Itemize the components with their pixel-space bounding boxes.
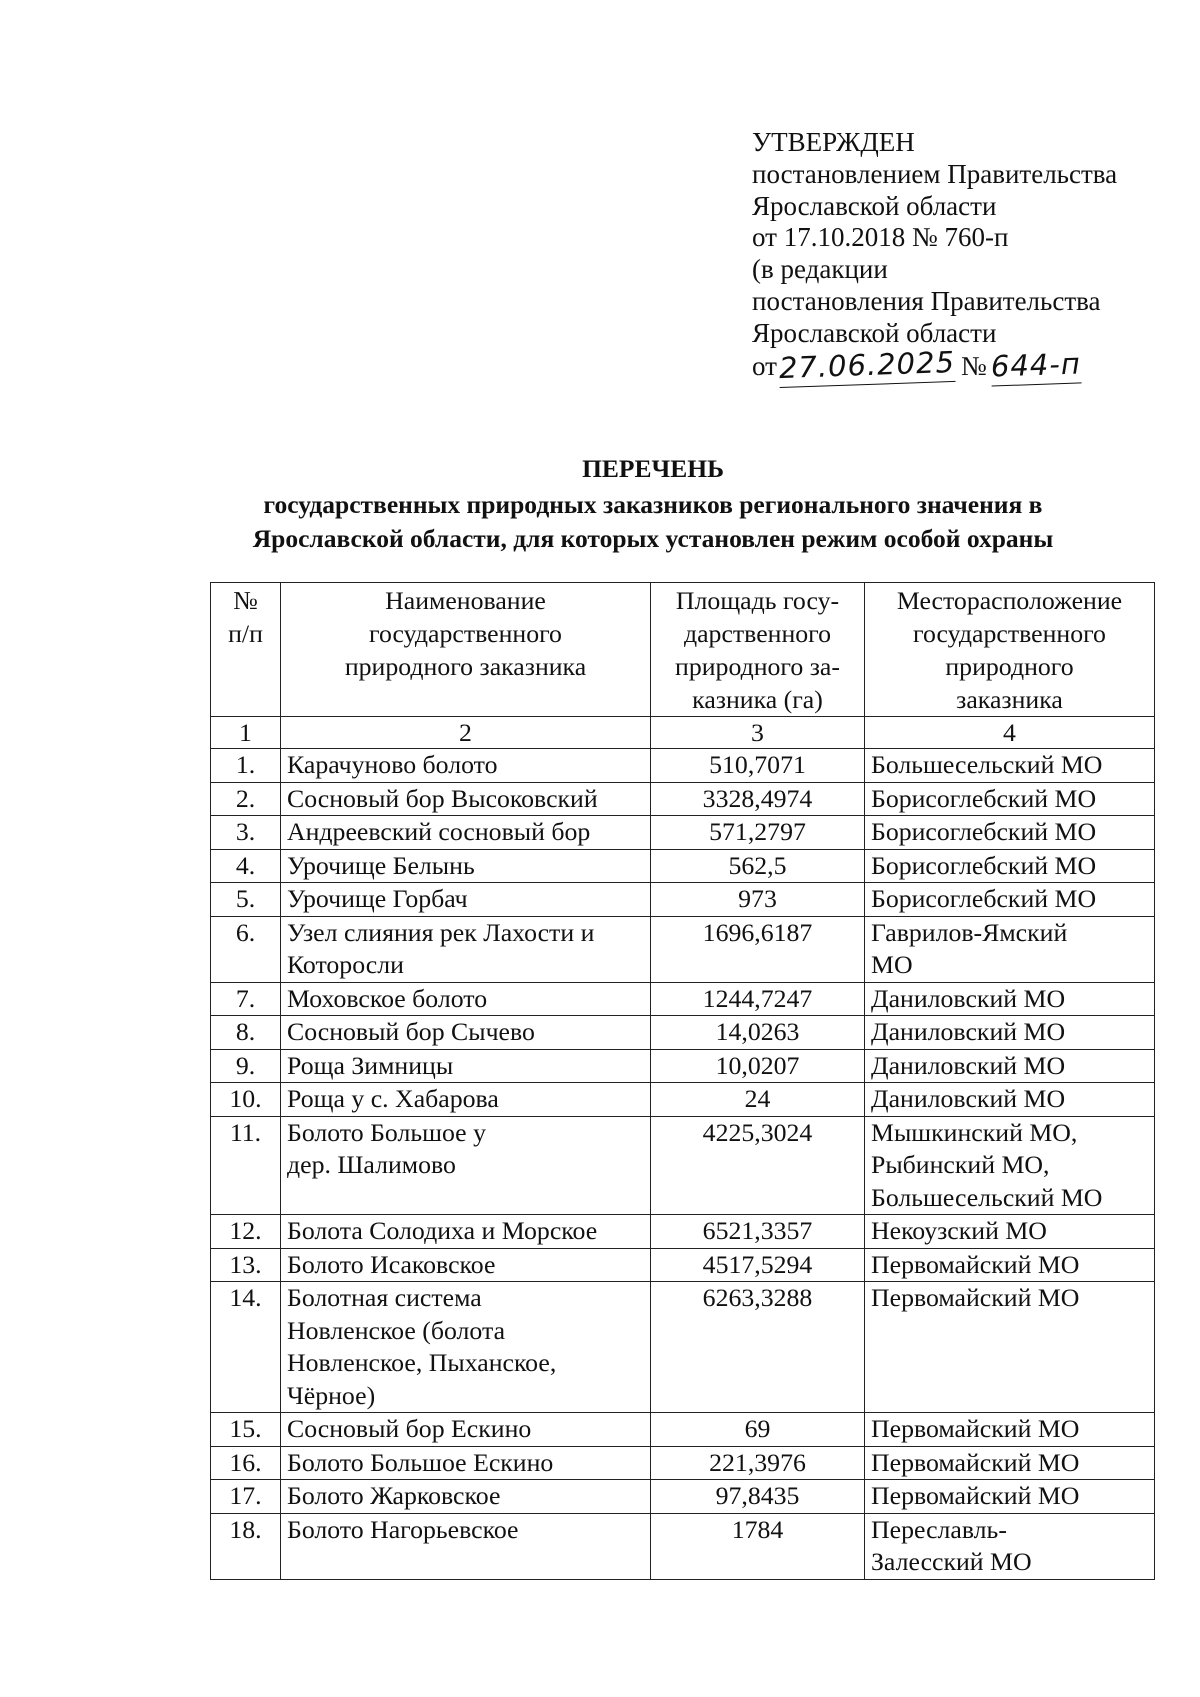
header-location (865, 583, 1155, 717)
reserve-location (865, 1049, 1155, 1083)
reserve-area: 6521,3357 (651, 1215, 865, 1249)
reserve-name-line: Чёрное) (287, 1380, 376, 1410)
reserve-name (281, 1083, 651, 1117)
approval-line: постановления Правительства (752, 285, 1101, 316)
reserve-location (865, 749, 1155, 783)
reserve-area: 69 (651, 1413, 865, 1447)
table-row (211, 1513, 1155, 1579)
reserve-name-line: Болото Исаковское (287, 1249, 496, 1279)
reserve-name-line: Узел слияния рек Лахости и (287, 917, 595, 947)
table-row (211, 816, 1155, 850)
reserve-name-line: Андреевский сосновый бор (287, 817, 591, 846)
reserve-name-line: Болото Большое у (287, 1117, 486, 1147)
table-row (211, 1446, 1155, 1480)
approval-heading: УТВЕРЖДЕН (752, 127, 915, 157)
row-number: 9. (211, 1049, 281, 1083)
header-text: Площадь госу- (675, 586, 840, 615)
header-text: п/п (228, 619, 263, 648)
header-area (651, 583, 865, 717)
header-text: дарственного (683, 619, 832, 648)
reserve-location-line: Даниловский МО (871, 983, 1066, 1013)
row-number: 13. (211, 1248, 281, 1282)
reserve-name-line: Урочище Белынь (287, 850, 475, 880)
reserve-location-line: Мышкинский МО, (871, 1117, 1078, 1147)
table-row (211, 1016, 1155, 1050)
reserve-name-line: Болотная система (287, 1283, 482, 1312)
reserve-name-line: Которосли (287, 950, 404, 979)
header-text: № (233, 586, 258, 615)
reserve-name (281, 816, 651, 850)
reserve-location-line: Переславль- (871, 1514, 1007, 1544)
header-name (281, 583, 651, 717)
reserve-area: 4225,3024 (651, 1116, 865, 1215)
reserve-name (281, 883, 651, 917)
row-number: 15. (211, 1413, 281, 1447)
table-row (211, 749, 1155, 783)
reserve-location-line: Большесельский МО (871, 750, 1103, 779)
reserve-location (865, 1513, 1155, 1579)
table-row (211, 982, 1155, 1016)
row-number: 2. (211, 782, 281, 816)
reserve-name-line: Болото Жарковское (287, 1481, 501, 1510)
reserve-area: 1784 (651, 1513, 865, 1579)
header-number (211, 583, 281, 717)
reserve-location-line: Гаврилов-Ямский (871, 917, 1068, 947)
header-text: государственного (913, 619, 1106, 648)
number-sign: № (961, 350, 987, 381)
reserve-name (281, 1248, 651, 1282)
reserve-location-line: Даниловский МО (871, 1084, 1066, 1113)
reserve-location (865, 816, 1155, 850)
reserve-area: 10,0207 (651, 1049, 865, 1083)
table-header-row (211, 583, 1155, 717)
reserve-location-line: Даниловский МО (871, 1017, 1066, 1046)
reserve-name (281, 749, 651, 783)
reserve-area: 4517,5294 (651, 1248, 865, 1282)
row-number: 4. (211, 849, 281, 883)
reserve-location-line: Большесельский МО (871, 1182, 1103, 1212)
reserve-name (281, 1446, 651, 1480)
reserve-area: 562,5 (651, 849, 865, 883)
reserve-location-line: Рыбинский МО, (871, 1150, 1050, 1179)
table-row (211, 1282, 1155, 1413)
reserve-name-line: Сосновый бор Сычево (287, 1017, 535, 1046)
approval-line: Ярославской области (752, 190, 997, 221)
reserve-area: 571,2797 (651, 816, 865, 850)
reserve-name (281, 1282, 651, 1413)
reserve-location-line: Первомайский МО (871, 1283, 1080, 1312)
reserve-name-line: Моховское болото (287, 983, 488, 1013)
row-number: 5. (211, 883, 281, 917)
reserve-name-line: дер. Шалимово (287, 1150, 456, 1179)
reserve-name-line: Новленское, Пыханское, (287, 1348, 557, 1377)
reserve-location-line: Борисоглебский МО (871, 884, 1097, 913)
row-number: 14. (211, 1282, 281, 1413)
row-number: 7. (211, 982, 281, 1016)
header-text: природного (945, 652, 1074, 681)
table-row (211, 916, 1155, 982)
reserve-name (281, 982, 651, 1016)
table-row (211, 1083, 1155, 1117)
header-text: Наименование (385, 586, 546, 615)
reserve-location-line: МО (871, 950, 913, 979)
reserve-name-line: Болото Нагорьевское (287, 1514, 519, 1544)
table-row (211, 1215, 1155, 1249)
column-number: 3 (651, 717, 865, 749)
reserve-location (865, 1215, 1155, 1249)
row-number: 17. (211, 1480, 281, 1514)
reserve-location-line: Первомайский МО (871, 1414, 1080, 1443)
handwritten-number: 644-п (990, 348, 1081, 386)
reserve-location (865, 1083, 1155, 1117)
table-row (211, 1248, 1155, 1282)
reserve-location-line: Некоузский МО (871, 1216, 1047, 1245)
reserve-area: 1244,7247 (651, 982, 865, 1016)
reserve-area: 6263,3288 (651, 1282, 865, 1413)
reserve-area: 1696,6187 (651, 916, 865, 982)
approval-line: Ярославской области (752, 317, 997, 348)
reserve-location-line: Первомайский МО (871, 1481, 1080, 1510)
reserve-name (281, 849, 651, 883)
table-row (211, 782, 1155, 816)
from-label: от (752, 350, 777, 381)
table-row (211, 1413, 1155, 1447)
handwritten-date: 27.06.2025 (778, 347, 955, 388)
header-text: заказника (956, 685, 1063, 714)
reserves-table (210, 582, 1155, 1580)
reserve-area: 14,0263 (651, 1016, 865, 1050)
reserve-location-line: Борисоглебский МО (871, 850, 1097, 880)
reserve-name (281, 1049, 651, 1083)
header-text: казника (га) (692, 685, 823, 714)
row-number: 6. (211, 916, 281, 982)
header-text: государственного (369, 619, 562, 648)
reserve-name (281, 1480, 651, 1514)
approval-date-line (752, 344, 1117, 385)
reserve-location (865, 782, 1155, 816)
reserve-location (865, 1016, 1155, 1050)
reserve-location (865, 1413, 1155, 1447)
document-subtitle-line-2: Ярославской области, для которых установлен режим особой охраны (252, 524, 1054, 553)
reserve-location (865, 1282, 1155, 1413)
reserve-name (281, 916, 651, 982)
table-body (211, 749, 1155, 1580)
reserve-area: 24 (651, 1083, 865, 1117)
reserve-name-line: Новленское (болота (287, 1315, 506, 1345)
reserve-area: 973 (651, 883, 865, 917)
row-number: 12. (211, 1215, 281, 1249)
reserve-location (865, 1446, 1155, 1480)
table-row (211, 849, 1155, 883)
reserve-name-line: Роща у с. Хабарова (287, 1084, 499, 1113)
table-row (211, 1116, 1155, 1215)
reserve-location (865, 1116, 1155, 1215)
reserve-location (865, 1248, 1155, 1282)
reserve-name (281, 1215, 651, 1249)
reserve-area: 3328,4974 (651, 782, 865, 816)
reserve-area: 221,3976 (651, 1446, 865, 1480)
column-number: 1 (211, 717, 281, 749)
row-number: 10. (211, 1083, 281, 1117)
row-number: 3. (211, 816, 281, 850)
reserve-location (865, 916, 1155, 982)
reserve-name (281, 1116, 651, 1215)
reserve-location-line: Борисоглебский МО (871, 817, 1097, 846)
reserve-location (865, 883, 1155, 917)
reserve-name (281, 1016, 651, 1050)
approval-line: постановлением Правительства (752, 158, 1118, 189)
header-text: природного заказника (344, 652, 587, 681)
approval-line: от 17.10.2018 № 760-п (752, 222, 1009, 253)
reserve-name-line: Карачуново болото (287, 750, 498, 779)
reserve-location-line: Первомайский МО (871, 1249, 1080, 1279)
reserve-name-line: Сосновый бор Ескино (287, 1414, 532, 1443)
header-text: природного за- (675, 652, 840, 681)
reserve-name (281, 1413, 651, 1447)
reserve-location-line: Залесский МО (871, 1547, 1032, 1576)
table-row (211, 1049, 1155, 1083)
document-subtitle-line-1: государственных природных заказников регионального значения в (263, 490, 1043, 519)
reserve-name-line: Урочище Горбач (287, 884, 468, 913)
document-heading: ПЕРЕЧЕНЬ (582, 454, 724, 483)
reserve-name-line: Болота Солодиха и Морское (287, 1216, 598, 1245)
reserve-location (865, 982, 1155, 1016)
column-number: 2 (281, 717, 651, 749)
reserve-location (865, 849, 1155, 883)
reserve-name (281, 1513, 651, 1579)
reserve-area: 510,7071 (651, 749, 865, 783)
reserve-location (865, 1480, 1155, 1514)
table-row (211, 1480, 1155, 1514)
header-text: Месторасположение (896, 586, 1123, 615)
reserve-location-line: Даниловский МО (871, 1050, 1066, 1080)
row-number: 11. (211, 1116, 281, 1215)
column-number: 4 (865, 717, 1155, 749)
row-number: 8. (211, 1016, 281, 1050)
reserve-location-line: Борисоглебский МО (871, 783, 1097, 813)
reserve-name-line: Болото Большое Ескино (287, 1447, 554, 1477)
approval-block (752, 127, 1117, 384)
reserve-location-line: Первомайский МО (871, 1447, 1080, 1477)
column-number-row (211, 717, 1155, 749)
row-number: 18. (211, 1513, 281, 1579)
approval-line: (в редакции (752, 254, 888, 285)
reserve-name-line: Сосновый бор Высоковский (287, 783, 598, 813)
reserve-name (281, 782, 651, 816)
reserve-area: 97,8435 (651, 1480, 865, 1514)
row-number: 1. (211, 749, 281, 783)
table-row (211, 883, 1155, 917)
row-number: 16. (211, 1446, 281, 1480)
reserve-name-line: Роща Зимницы (287, 1050, 454, 1080)
